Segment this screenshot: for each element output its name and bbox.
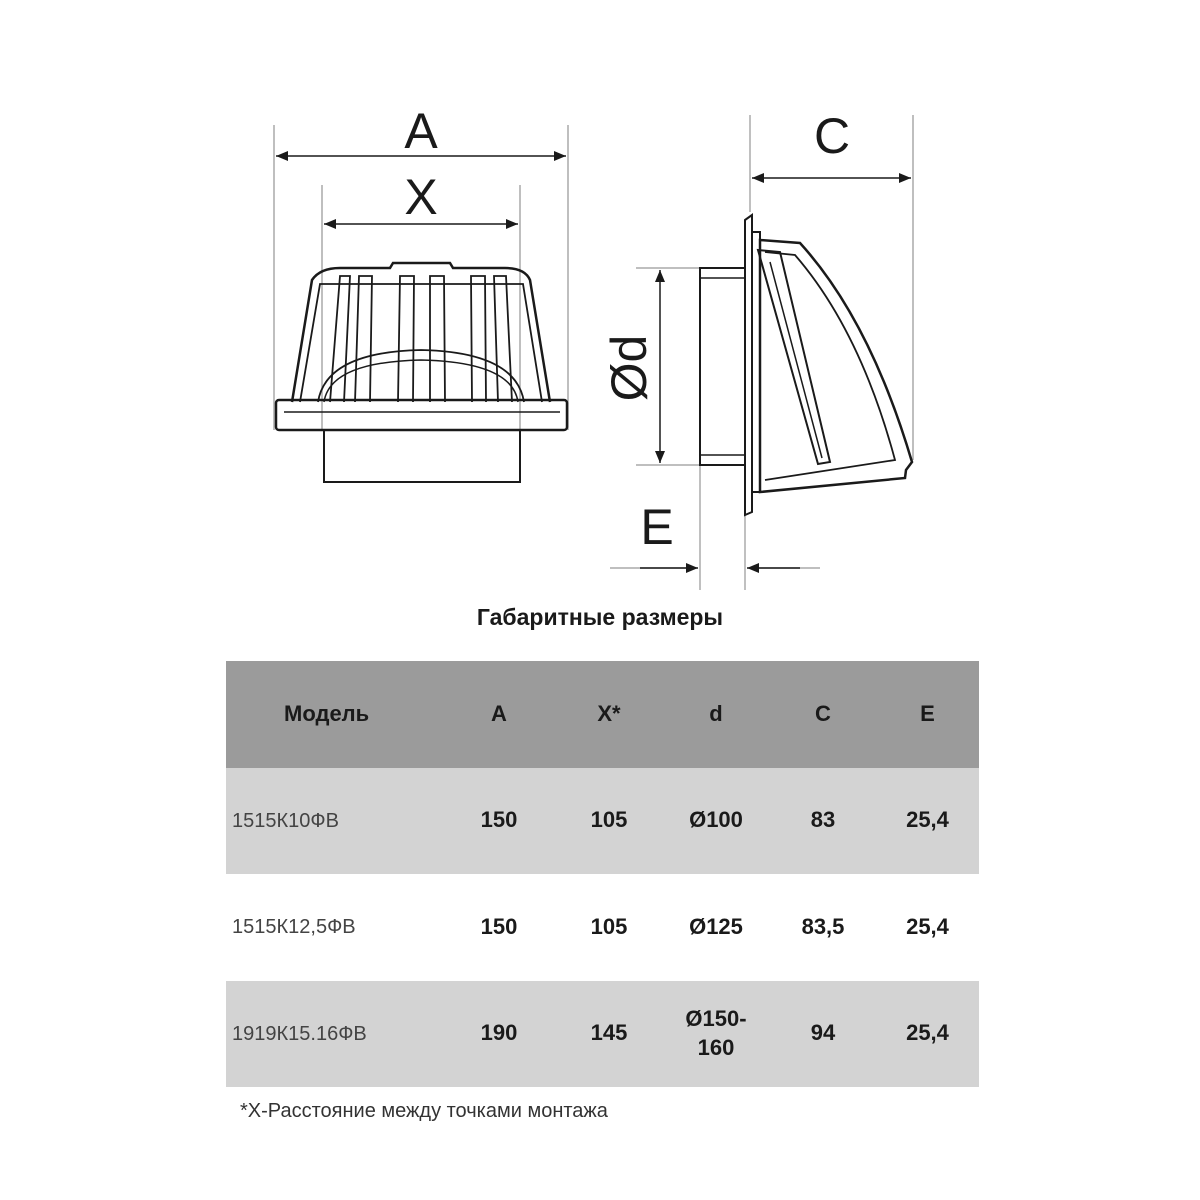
table-caption: Габаритные размеры (476, 604, 724, 630)
spec-table (226, 661, 979, 1087)
dim-label-a: A (404, 103, 438, 159)
header-d: d (709, 700, 723, 726)
cell-model: 1515К12,5ФВ (232, 916, 356, 939)
cell-x: 145 (590, 1020, 628, 1046)
header-x: X* (597, 700, 621, 726)
cell-c: 83 (810, 807, 836, 833)
header-c: C (815, 700, 831, 726)
cell-c: 94 (810, 1020, 836, 1046)
table-header-row (226, 661, 979, 768)
footnote: *X-Расстояние между точками монтажа (240, 1100, 608, 1122)
cell-e: 25,4 (906, 807, 949, 833)
cell-c: 83,5 (801, 913, 845, 939)
cell-d: Ø150- 160 (685, 1006, 747, 1060)
cell-a: 190 (480, 1020, 518, 1046)
header-e: E (920, 700, 935, 726)
table-row (226, 768, 979, 875)
cell-e: 25,4 (906, 913, 949, 939)
header-model: Модель (284, 700, 370, 726)
cell-e: 25,4 (906, 1020, 949, 1046)
header-a: A (491, 700, 507, 726)
cell-model: 1515К10ФВ (232, 809, 339, 832)
cell-d: Ø125 (689, 913, 743, 939)
cell-a: 150 (480, 807, 518, 833)
cell-x: 105 (590, 913, 628, 939)
dim-label-c: C (813, 108, 851, 164)
cell-model: 1919К15.16ФВ (232, 1022, 367, 1045)
cell-x: 105 (590, 807, 628, 833)
dim-label-x: X (404, 169, 438, 225)
table-row (226, 874, 979, 981)
table-row (226, 981, 979, 1088)
cell-a: 150 (480, 913, 518, 939)
cell-d: Ø100 (689, 807, 743, 833)
dim-label-e: E (640, 499, 674, 555)
dim-label-d: Ød (601, 334, 657, 402)
